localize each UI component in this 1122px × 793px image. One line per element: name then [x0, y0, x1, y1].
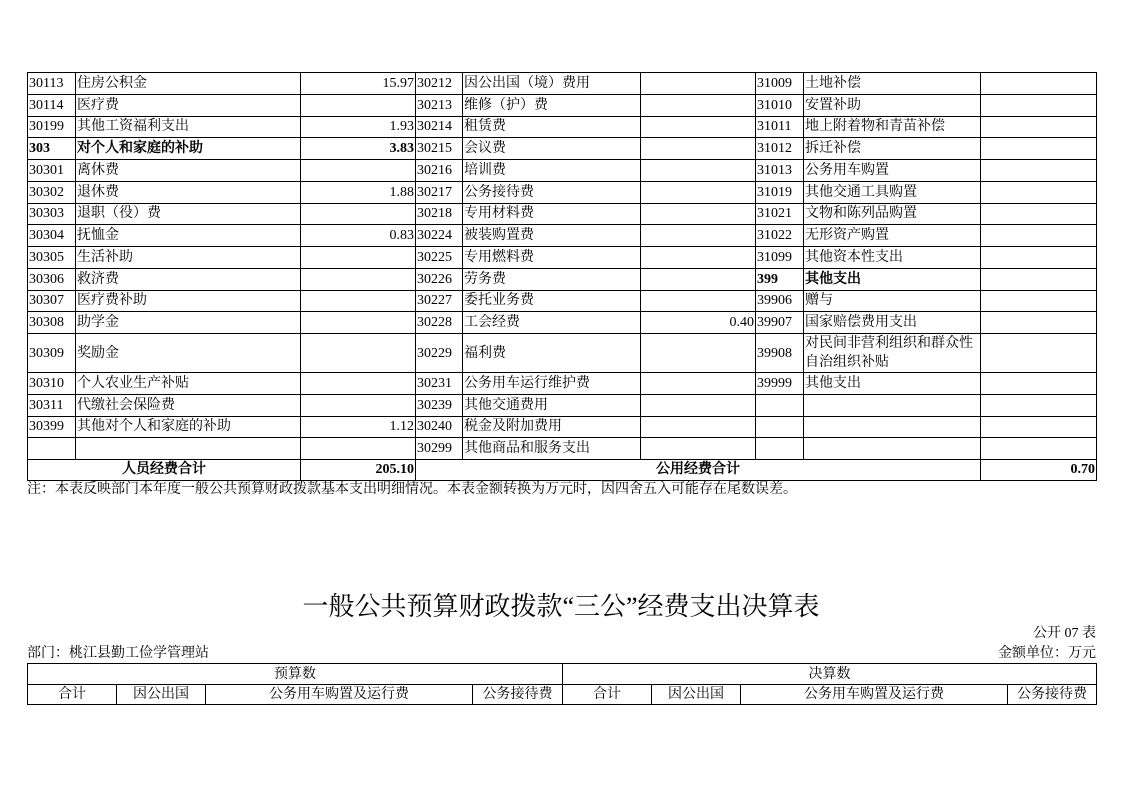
amount [981, 225, 1097, 247]
personnel-total-amount: 205.10 [301, 460, 416, 481]
subheader-row [28, 685, 1097, 705]
final-col-overseas: 因公出国 [652, 685, 741, 705]
econ-code: 31010 [756, 94, 804, 116]
item-name: 个人农业生产补贴 [76, 373, 301, 395]
table-row [28, 373, 1097, 395]
econ-code: 30113 [28, 73, 76, 95]
amount [641, 73, 756, 95]
table-row [28, 268, 1097, 290]
amount [981, 181, 1097, 203]
item-name: 奖励金 [76, 334, 301, 373]
econ-code: 30213 [416, 94, 463, 116]
econ-code: 30228 [416, 312, 463, 334]
page-title: 一般公共预算财政拨款“三公”经费支出决算表 [302, 592, 820, 621]
econ-code: 30308 [28, 312, 76, 334]
item-name: 其他工资福利支出 [76, 116, 301, 138]
budget-col-total: 合计 [28, 685, 117, 705]
budget-col-vehicle: 公务用车购置及运行费 [206, 685, 473, 705]
amount: 1.12 [301, 416, 416, 438]
table-row [28, 394, 1097, 416]
econ-code: 31011 [756, 116, 804, 138]
amount: 1.93 [301, 116, 416, 138]
econ-code: 31009 [756, 73, 804, 95]
econ-code: 30240 [416, 416, 463, 438]
item-name: 对个人和家庭的补助 [76, 138, 301, 160]
amount [981, 290, 1097, 312]
amount [981, 394, 1097, 416]
item-name [804, 438, 981, 460]
econ-code [756, 394, 804, 416]
item-name: 其他资本性支出 [804, 247, 981, 269]
three-public-expense-table [27, 663, 1097, 705]
item-name: 福利费 [463, 334, 641, 373]
econ-code: 30311 [28, 394, 76, 416]
amount [981, 247, 1097, 269]
item-name: 维修（护）费 [463, 94, 641, 116]
item-name: 抚恤金 [76, 225, 301, 247]
amount [981, 116, 1097, 138]
item-name: 专用燃料费 [463, 247, 641, 269]
amount [981, 268, 1097, 290]
item-name: 土地补偿 [804, 73, 981, 95]
amount [641, 334, 756, 373]
amount: 1.88 [301, 181, 416, 203]
amount [641, 181, 756, 203]
table-row [28, 160, 1097, 182]
econ-code: 30310 [28, 373, 76, 395]
amount: 0.83 [301, 225, 416, 247]
amount [641, 160, 756, 182]
econ-code: 399 [756, 268, 804, 290]
final-col-vehicle: 公务用车购置及运行费 [741, 685, 1008, 705]
econ-code: 30227 [416, 290, 463, 312]
econ-code: 30217 [416, 181, 463, 203]
econ-code: 30309 [28, 334, 76, 373]
item-name: 租赁费 [463, 116, 641, 138]
item-name: 其他支出 [804, 268, 981, 290]
econ-code: 30306 [28, 268, 76, 290]
item-name: 文物和陈列品购置 [804, 203, 981, 225]
econ-code: 30215 [416, 138, 463, 160]
econ-code [756, 438, 804, 460]
amount [981, 416, 1097, 438]
table-row [28, 312, 1097, 334]
item-name: 其他交通费用 [463, 394, 641, 416]
econ-code: 30231 [416, 373, 463, 395]
item-name [76, 438, 301, 460]
econ-code: 30305 [28, 247, 76, 269]
budget-col-reception: 公务接待费 [473, 685, 563, 705]
amount [981, 160, 1097, 182]
table-row [28, 416, 1097, 438]
item-name: 赠与 [804, 290, 981, 312]
item-name: 培训费 [463, 160, 641, 182]
amount [981, 312, 1097, 334]
amount [641, 394, 756, 416]
econ-code: 30303 [28, 203, 76, 225]
econ-code: 31099 [756, 247, 804, 269]
table-row [28, 225, 1097, 247]
item-name: 其他支出 [804, 373, 981, 395]
amount [641, 438, 756, 460]
item-name: 无形资产购置 [804, 225, 981, 247]
econ-code: 30199 [28, 116, 76, 138]
table-row [28, 334, 1097, 373]
item-name: 助学金 [76, 312, 301, 334]
table-row [28, 203, 1097, 225]
econ-code: 30301 [28, 160, 76, 182]
item-name: 工会经费 [463, 312, 641, 334]
amount [301, 334, 416, 373]
econ-code: 30304 [28, 225, 76, 247]
econ-code: 30307 [28, 290, 76, 312]
item-name: 公务接待费 [463, 181, 641, 203]
item-name: 其他商品和服务支出 [463, 438, 641, 460]
amount [981, 138, 1097, 160]
item-name: 救济费 [76, 268, 301, 290]
item-name [804, 416, 981, 438]
final-col-reception: 公务接待费 [1008, 685, 1097, 705]
table-row [28, 290, 1097, 312]
econ-code [756, 416, 804, 438]
econ-code: 30216 [416, 160, 463, 182]
table-row [28, 181, 1097, 203]
amount [981, 334, 1097, 373]
econ-code: 30399 [28, 416, 76, 438]
item-name: 公务用车运行维护费 [463, 373, 641, 395]
item-name: 其他对个人和家庭的补助 [76, 416, 301, 438]
amount [301, 268, 416, 290]
table-note: 注：本表反映部门本年度一般公共预算财政拨款基本支出明细情况。本表金额转换为万元时，因四舍五入可能存在尾数误差。 [27, 482, 797, 497]
amount [301, 94, 416, 116]
item-name: 会议费 [463, 138, 641, 160]
amount [301, 312, 416, 334]
item-name: 国家赔偿费用支出 [804, 312, 981, 334]
budget-header: 预算数 [28, 664, 563, 685]
amount [301, 438, 416, 460]
basic-expenditure-detail-table [27, 72, 1097, 481]
econ-code: 30114 [28, 94, 76, 116]
item-name: 专用材料费 [463, 203, 641, 225]
summary-row [28, 460, 1097, 481]
amount [641, 247, 756, 269]
econ-code: 30218 [416, 203, 463, 225]
item-name: 代缴社会保险费 [76, 394, 301, 416]
amount [981, 203, 1097, 225]
econ-code: 39907 [756, 312, 804, 334]
item-name: 税金及附加费用 [463, 416, 641, 438]
econ-code: 30302 [28, 181, 76, 203]
table-number: 公开 07 表 [1033, 626, 1096, 641]
department-label: 部门：桃江县勤工俭学管理站 [27, 646, 209, 661]
amount [641, 116, 756, 138]
amount [641, 290, 756, 312]
item-name: 住房公积金 [76, 73, 301, 95]
econ-code: 30214 [416, 116, 463, 138]
item-name: 拆迁补偿 [804, 138, 981, 160]
table-row [28, 247, 1097, 269]
item-name: 退休费 [76, 181, 301, 203]
item-name: 被装购置费 [463, 225, 641, 247]
econ-code: 31012 [756, 138, 804, 160]
item-name: 委托业务费 [463, 290, 641, 312]
amount [981, 94, 1097, 116]
amount [641, 268, 756, 290]
econ-code [28, 438, 76, 460]
amount [301, 247, 416, 269]
econ-code: 30229 [416, 334, 463, 373]
econ-code: 31021 [756, 203, 804, 225]
econ-code: 30224 [416, 225, 463, 247]
final-col-total: 合计 [563, 685, 652, 705]
econ-code: 30225 [416, 247, 463, 269]
amount [981, 73, 1097, 95]
budget-col-overseas: 因公出国 [117, 685, 206, 705]
table-row [28, 94, 1097, 116]
econ-code: 30299 [416, 438, 463, 460]
amount [641, 203, 756, 225]
amount: 3.83 [301, 138, 416, 160]
amount [301, 394, 416, 416]
final-header: 决算数 [563, 664, 1097, 685]
item-name: 退职（役）费 [76, 203, 301, 225]
amount [301, 160, 416, 182]
econ-code: 30226 [416, 268, 463, 290]
amount [641, 94, 756, 116]
item-name: 劳务费 [463, 268, 641, 290]
table-row [28, 138, 1097, 160]
amount-unit-label: 金额单位：万元 [998, 646, 1096, 661]
econ-code: 31013 [756, 160, 804, 182]
table-row [28, 438, 1097, 460]
econ-code: 31022 [756, 225, 804, 247]
header-row [28, 664, 1097, 685]
item-name: 因公出国（境）费用 [463, 73, 641, 95]
item-name: 安置补助 [804, 94, 981, 116]
amount [641, 416, 756, 438]
econ-code: 31019 [756, 181, 804, 203]
item-name: 公务用车购置 [804, 160, 981, 182]
item-name: 医疗费 [76, 94, 301, 116]
amount [981, 373, 1097, 395]
econ-code: 303 [28, 138, 76, 160]
amount [641, 138, 756, 160]
personnel-total-label: 人员经费合计 [28, 460, 301, 481]
amount [641, 225, 756, 247]
econ-code: 30212 [416, 73, 463, 95]
table-row [28, 73, 1097, 95]
public-total-amount: 0.70 [981, 460, 1097, 481]
amount: 0.40 [641, 312, 756, 334]
public-total-label: 公用经费合计 [416, 460, 981, 481]
table-row [28, 116, 1097, 138]
amount [301, 203, 416, 225]
amount [301, 373, 416, 395]
item-name: 地上附着物和青苗补偿 [804, 116, 981, 138]
amount [981, 438, 1097, 460]
econ-code: 30239 [416, 394, 463, 416]
item-name: 生活补助 [76, 247, 301, 269]
item-name: 对民间非营利组织和群众性自治组织补贴 [804, 334, 981, 373]
amount [641, 373, 756, 395]
item-name: 其他交通工具购置 [804, 181, 981, 203]
econ-code: 39906 [756, 290, 804, 312]
econ-code: 39908 [756, 334, 804, 373]
item-name [804, 394, 981, 416]
item-name: 医疗费补助 [76, 290, 301, 312]
item-name: 离休费 [76, 160, 301, 182]
amount [301, 290, 416, 312]
econ-code: 39999 [756, 373, 804, 395]
amount: 15.97 [301, 73, 416, 95]
